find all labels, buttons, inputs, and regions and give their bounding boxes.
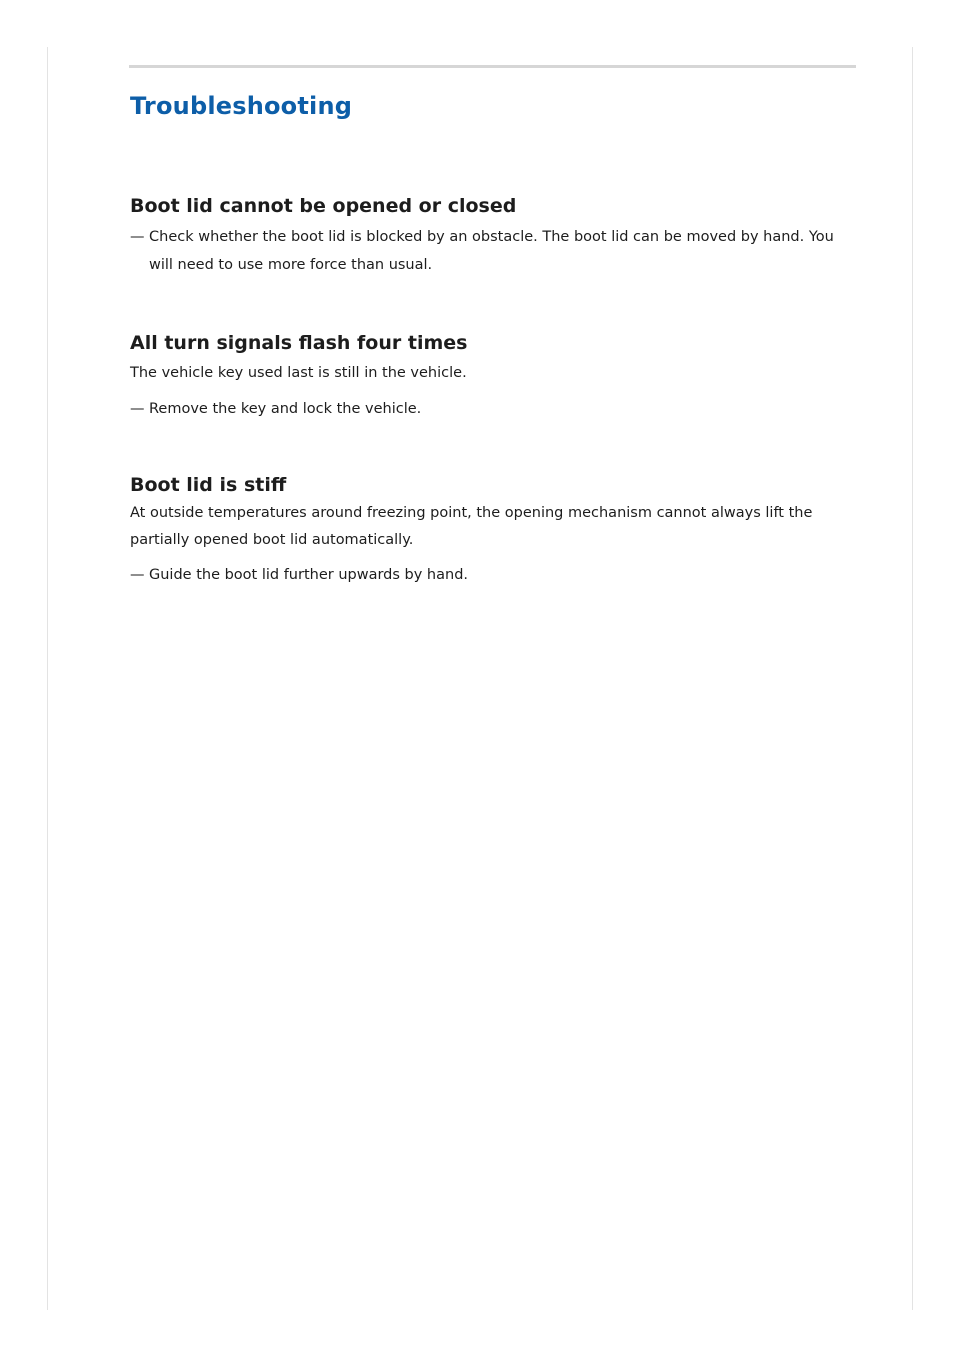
page-title: Troubleshooting — [130, 92, 353, 120]
page-border-right — [912, 47, 913, 1310]
step-dash-marker: — — [130, 567, 145, 583]
instruction-step — [130, 395, 856, 423]
section-heading: Boot lid cannot be opened or closed — [130, 195, 517, 217]
step-text: Remove the key and lock the vehicle. — [149, 401, 422, 417]
page-border-left — [47, 47, 48, 1310]
section-heading: Boot lid is stiff — [130, 474, 287, 496]
section-turn-signals-flash — [130, 329, 856, 423]
section-boot-lid-stiff — [130, 471, 856, 589]
top-rule — [129, 65, 856, 68]
section-heading: All turn signals flash four times — [130, 332, 468, 354]
step-dash-marker: — — [130, 401, 145, 417]
page-content — [130, 88, 856, 589]
step-text: Guide the boot lid further upwards by hand. — [149, 567, 469, 583]
instruction-step — [130, 223, 856, 279]
section-paragraph: At outside temperatures around freezing point, the opening mechanism cannot always lift the partially opened boot lid automatically. — [130, 505, 813, 548]
step-text: Check whether the boot lid is blocked by an obstacle. The boot lid can be moved by hand. You will need to use more force than usual. — [149, 229, 834, 273]
section-boot-lid-cannot-open — [130, 192, 856, 279]
instruction-step — [130, 561, 856, 589]
section-paragraph: The vehicle key used last is still in the vehicle. — [130, 365, 467, 381]
step-dash-marker: — — [130, 229, 145, 245]
